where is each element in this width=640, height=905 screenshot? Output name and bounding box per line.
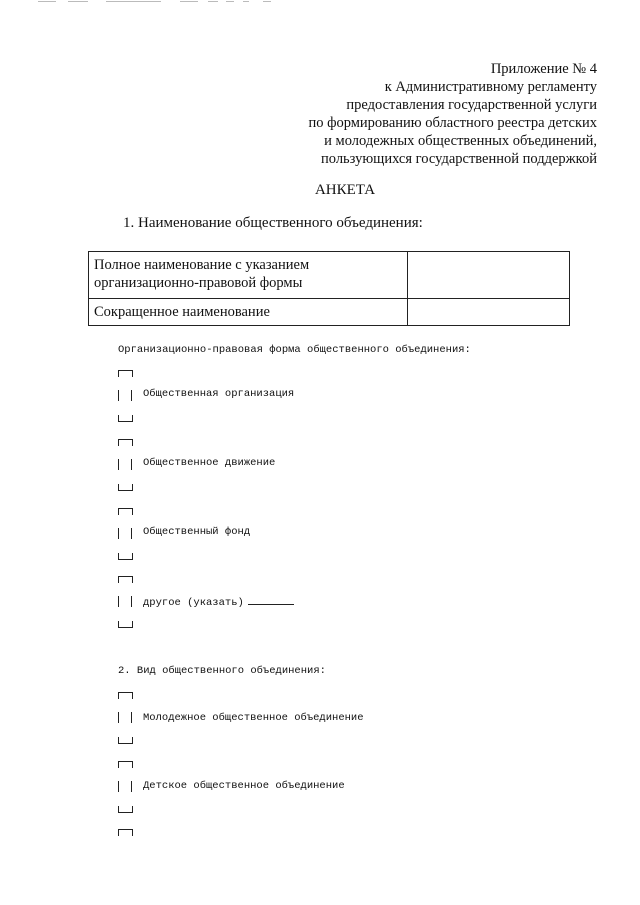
- option-label: Общественный фонд: [143, 526, 251, 538]
- cell-text: Полное наименование с указанием: [94, 257, 310, 273]
- header-line: предоставления государственной услуги: [346, 97, 597, 113]
- option-label: Детское общественное объединение: [143, 780, 345, 792]
- short-name-label-cell: [89, 299, 408, 326]
- appendix-header: [237, 60, 597, 168]
- header-line: по формированию областного реестра детских: [308, 115, 597, 131]
- document-title: АНКЕТА: [314, 182, 376, 198]
- header-line: Приложение № 4: [490, 61, 597, 77]
- specify-blank-line[interactable]: [248, 595, 294, 605]
- table-row: [89, 252, 570, 299]
- option-label: другое (указать): [143, 597, 244, 609]
- table-row: [89, 299, 570, 326]
- option-label-other: [143, 595, 294, 609]
- short-name-value-cell[interactable]: [408, 299, 570, 326]
- section1-heading: 1. Наименование общественного объединения:: [123, 215, 423, 231]
- full-name-value-cell[interactable]: [408, 252, 570, 299]
- option-label: Общественная организация: [143, 388, 295, 400]
- header-line: к Административному регламенту: [384, 79, 597, 95]
- cell-text: Сокращенное наименование: [94, 304, 270, 320]
- org-form-heading: Организационно-правовая форма общественного объединения:: [118, 344, 471, 356]
- cell-text: организационно-правовой формы: [94, 275, 303, 291]
- scan-artifact-marks: [38, 0, 298, 4]
- section2-heading: 2. Вид общественного объединения:: [118, 665, 326, 677]
- header-line: и молодежных общественных объединений,: [324, 133, 597, 149]
- header-line: пользующихся государственной поддержкой: [321, 151, 597, 167]
- option-label: Общественное движение: [143, 457, 276, 469]
- full-name-label-cell: [89, 252, 408, 299]
- org-name-table: [88, 251, 570, 326]
- option-label: Молодежное общественное объединение: [143, 712, 364, 724]
